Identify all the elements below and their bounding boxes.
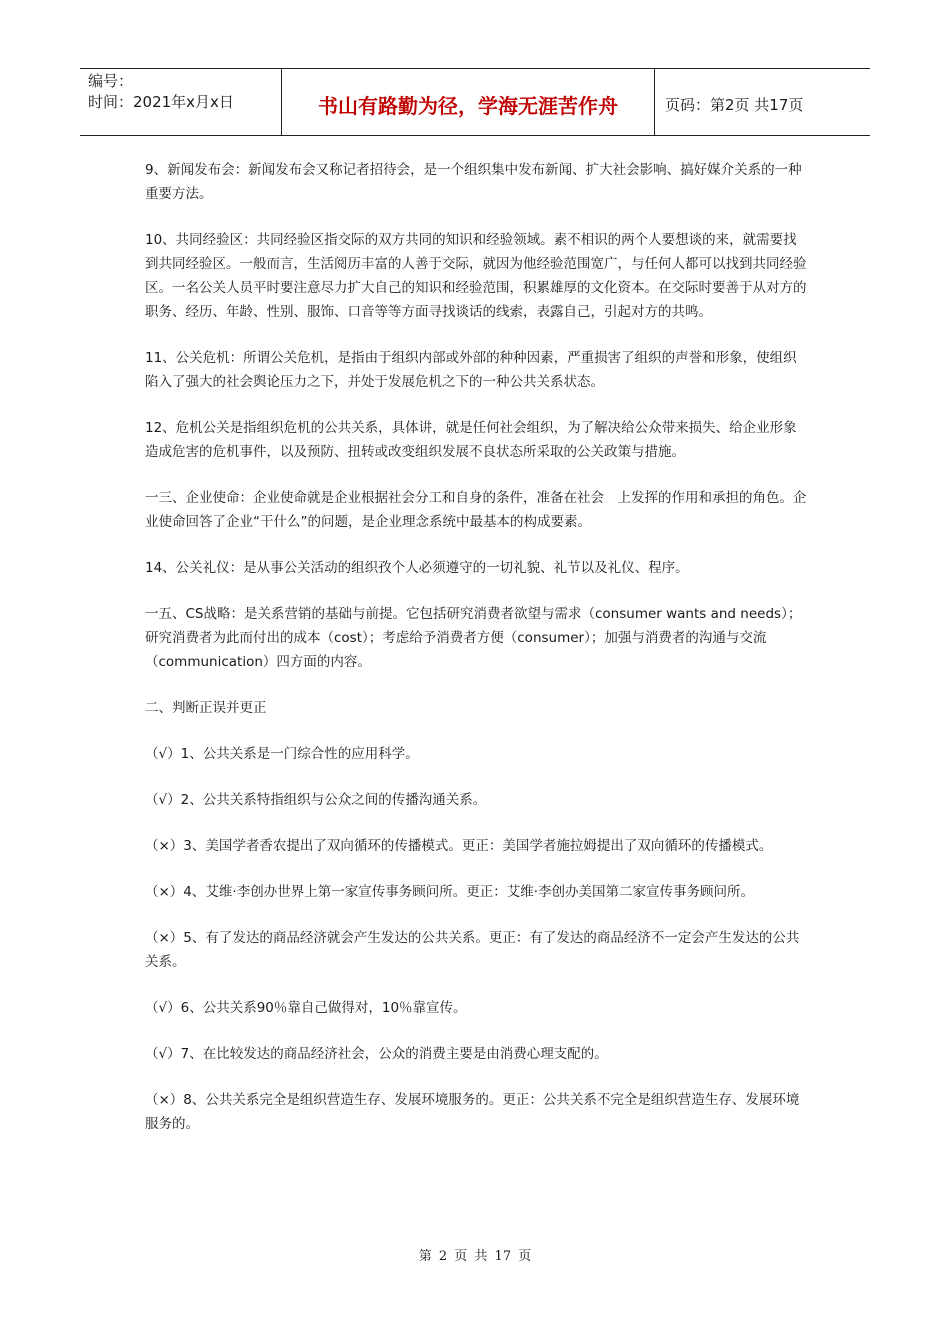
judgement-item-8: （×）8、公共关系完全是组织营造生存、发展环境服务的。更正：公共关系不完全是组织营造生存、发展环境服务的。 xyxy=(145,1092,800,1132)
document-body xyxy=(145,158,810,1158)
page-header xyxy=(80,68,870,136)
header-page-label: 页码：第2页 共17页 xyxy=(665,95,804,114)
judgement-item-2: （√）2、公共关系特指组织与公众之间的传播沟通关系。 xyxy=(145,792,487,808)
paragraph-12-crisis-pr: 12、危机公关是指组织危机的公共关系，具体讲，就是任何社会组织，为了解决给公众带来损失、给企业形象造成危害的危机事件，以及预防、扭转或改变组织发展不良状态所采取的公关政策与措施。 xyxy=(145,420,797,460)
judgement-item-5: （×）5、有了发达的商品经济就会产生发达的公共关系。更正：有了发达的商品经济不一定会产生发达的公共关系。 xyxy=(145,930,800,970)
judgement-item-6: （√）6、公共关系90％靠自己做得对，10％靠宣传。 xyxy=(145,1000,467,1016)
paragraph-10-shared-experience: 10、共同经验区：共同经验区指交际的双方共同的知识和经验领域。素不相识的两个人要想谈的来，就需要找到共同经验区。一般而言，生活阅历丰富的人善于交际，就因为他经验范围宽广，与任何人都可以找到共同经验区。一名公关人员平时要注意尽力扩大自己的知识和经验范围，积累雄厚的文化资本。在交际时要善于从对方的职务、经历、年龄、性别、服饰、口音等等方面寻找谈话的线索，表露自己，引起对方的共鸣。 xyxy=(145,232,807,320)
paragraph-14-pr-etiquette: 14、公关礼仪：是从事公关活动的组织孜个人必须遵守的一切礼貌、礼节以及礼仪、程序。 xyxy=(145,560,689,576)
paragraph-9-press-conference: 9、新闻发布会：新闻发布会又称记者招待会，是一个组织集中发布新闻、扩大社会影响、搞好媒介关系的一种重要方法。 xyxy=(145,162,802,202)
judgement-item-4: （×）4、艾维·李创办世界上第一家宣传事务顾问所。更正：艾维·李创办美国第二家宣传事务顾问所。 xyxy=(145,884,754,900)
judgement-item-7: （√）7、在比较发达的商品经济社会，公众的消费主要是由消费心理支配的。 xyxy=(145,1046,608,1062)
page-footer: 第 2 页 共 17 页 xyxy=(418,1249,532,1264)
paragraph-15-cs-strategy: 一五、CS战略：是关系营销的基础与前提。它包括研究消费者欲望与需求（consumer wants and needs）；研究消费者为此而付出的成本（cost）；考虑给予消费者方便（consumer）；加强与消费者的沟通与交流（communication）四方面的内容。 xyxy=(145,606,802,670)
section-heading-true-false: 二、判断正误并更正 xyxy=(145,700,267,716)
judgement-item-3: （×）3、美国学者香农提出了双向循环的传播模式。更正：美国学者施拉姆提出了双向循环的传播模式。 xyxy=(145,838,773,854)
document-number-label: 编号： xyxy=(88,72,134,90)
header-meta xyxy=(80,69,282,135)
document-date-label: 时间：2021年x月x日 xyxy=(88,93,234,111)
paragraph-11-pr-crisis: 11、公关危机：所谓公关危机，是指由于组织内部或外部的种种因素，严重损害了组织的声誉和形象，使组织陷入了强大的社会舆论压力之下，并处于发展危机之下的一种公共关系状态。 xyxy=(145,350,797,390)
header-motto: 书山有路勤为径，学海无涯苦作舟 xyxy=(282,69,655,135)
paragraph-13-corporate-mission: 一三、企业使命：企业使命就是企业根据社会分工和自身的条件，准备在社会 上发挥的作用和承担的角色。企业使命回答了企业“干什么”的问题，是企业理念系统中最基本的构成要素。 xyxy=(145,490,807,530)
judgement-item-1: （√）1、公共关系是一门综合性的应用科学。 xyxy=(145,746,419,762)
